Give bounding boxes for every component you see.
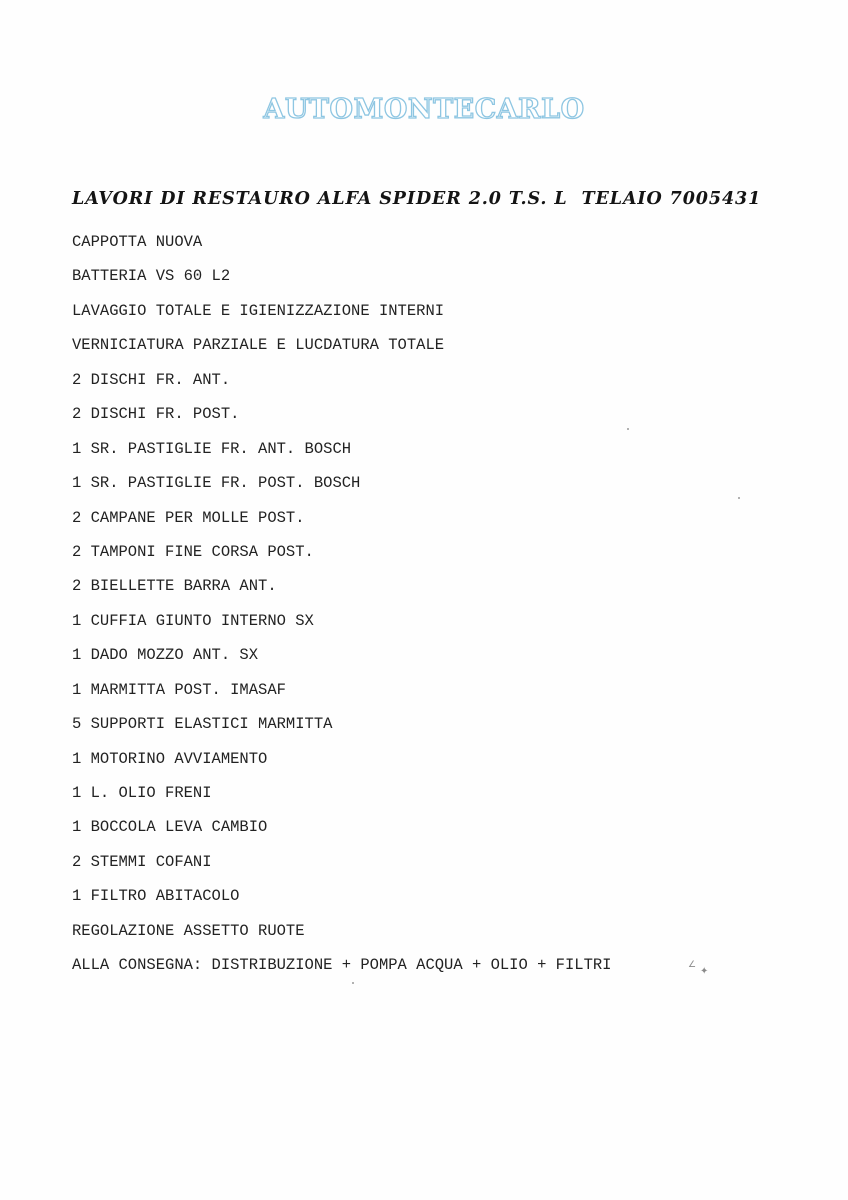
list-item: VERNICIATURA PARZIALE E LUCDATURA TOTALE <box>72 336 445 355</box>
list-item: 1 SR. PASTIGLIE FR. POST. BOSCH <box>72 474 361 493</box>
list-item: 1 SR. PASTIGLIE FR. ANT. BOSCH <box>72 439 352 458</box>
list-item: 1 BOCCOLA LEVA CAMBIO <box>72 818 268 837</box>
list-item: 2 DISCHI FR. POST. <box>72 405 240 424</box>
scan-speck <box>738 497 740 499</box>
list-item: 1 DADO MOZZO ANT. SX <box>72 646 259 665</box>
document-title: LAVORI DI RESTAURO ALFA SPIDER 2.0 T.S. L TELAIO 7005431 <box>72 189 762 209</box>
brand-heading: AUTOMONTECARLO <box>263 94 585 125</box>
list-item: 2 STEMMI COFANI <box>72 852 212 871</box>
pen-mark: ✦ <box>700 966 709 977</box>
list-item: 1 MOTORINO AVVIAMENTO <box>72 749 268 768</box>
list-item: 1 MARMITTA POST. IMASAF <box>72 680 286 699</box>
list-item: 1 L. OLIO FRENI <box>72 784 212 802</box>
list-item: ALLA CONSEGNA: DISTRIBUZIONE + POMPA ACQUA + OLIO + FILTRI <box>72 956 612 975</box>
list-item: LAVAGGIO TOTALE E IGIENIZZAZIONE INTERNI <box>72 301 445 320</box>
pen-mark: ∠ <box>688 960 697 970</box>
list-item: 2 BIELLETTE BARRA ANT. <box>72 577 277 596</box>
work-items-list <box>72 231 792 989</box>
list-item: 2 DISCHI FR. ANT. <box>72 370 231 389</box>
list-item: CAPPOTTA NUOVA <box>72 233 203 251</box>
list-item: 1 CUFFIA GIUNTO INTERNO SX <box>72 611 314 630</box>
list-item: 1 FILTRO ABITACOLO <box>72 887 240 906</box>
list-item: REGOLAZIONE ASSETTO RUOTE <box>72 921 305 940</box>
list-item: 2 TAMPONI FINE CORSA POST. <box>72 542 314 561</box>
list-item: BATTERIA VS 60 L2 <box>72 267 231 286</box>
scan-speck <box>627 428 629 430</box>
list-item: 2 CAMPANE PER MOLLE POST. <box>72 508 305 527</box>
list-item: 5 SUPPORTI ELASTICI MARMITTA <box>72 715 333 734</box>
scan-speck <box>352 982 354 984</box>
